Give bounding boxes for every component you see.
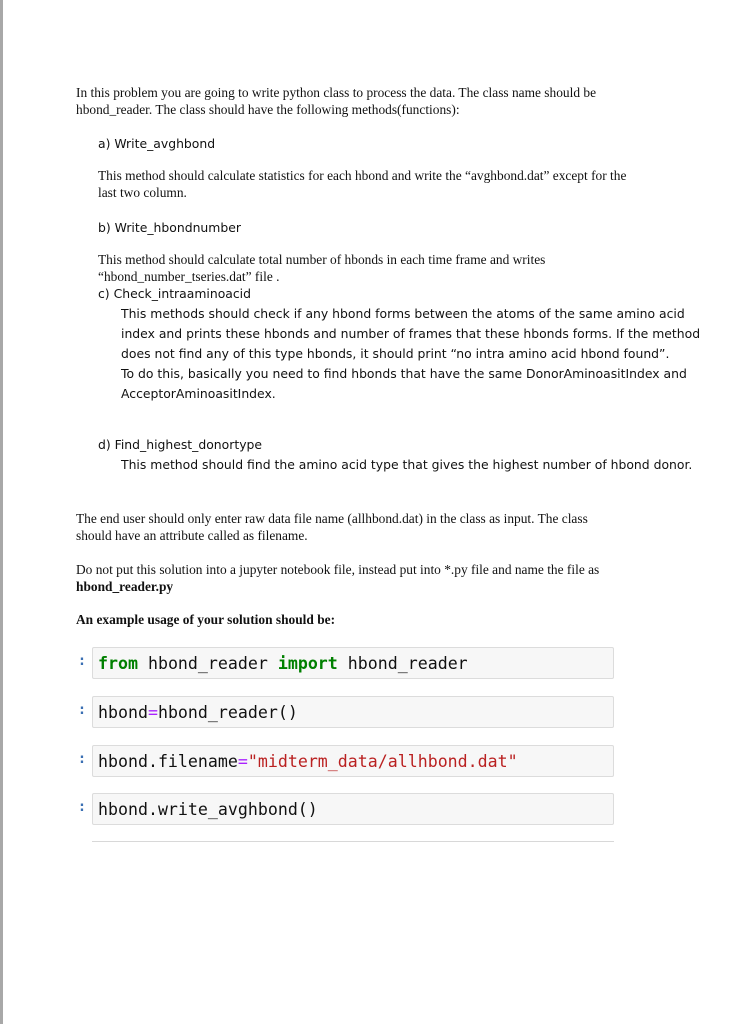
code-text: hbond.filename bbox=[98, 752, 238, 771]
code-input[interactable] bbox=[92, 745, 614, 777]
method-b-description bbox=[98, 251, 698, 285]
method-c-desc-line: AcceptorAminoasitIndex. bbox=[121, 386, 276, 401]
method-c-desc-line: This methods should check if any hbond forms between the atoms of the same amino acid bbox=[121, 306, 685, 321]
method-a-desc-line-2: last two column. bbox=[98, 185, 187, 200]
intro-line-1: In this problem you are going to write python class to process the data. The class name should be bbox=[76, 85, 597, 100]
intro-line-2: hbond_reader. The class should have the following methods(functions): bbox=[76, 102, 460, 117]
code-cell-import[interactable] bbox=[76, 647, 615, 679]
method-b-desc-line-2: “hbond_number_tseries.dat” file . bbox=[98, 269, 280, 284]
keyword-import: import bbox=[277, 654, 338, 673]
enduser-line-2: should have an attribute called as filename. bbox=[76, 528, 308, 543]
assign-operator: = bbox=[237, 752, 248, 771]
method-c-description bbox=[121, 304, 701, 404]
string-literal: "midterm_data/allhbond.dat" bbox=[247, 752, 518, 771]
code-text: hbond_reader bbox=[137, 654, 278, 673]
code-input[interactable] bbox=[92, 696, 614, 728]
method-a-desc-line-1: This method should calculate statistics for each hbond and write the “avghbond.dat” except for the bbox=[98, 168, 627, 183]
code-cell-write-avghbond[interactable] bbox=[76, 793, 615, 825]
method-c-desc-line: To do this, basically you need to find hbonds that have the same DonorAminoasitIndex and bbox=[121, 366, 687, 381]
method-b-title: b) Write_hbondnumber bbox=[98, 220, 241, 235]
enduser-paragraph bbox=[76, 510, 696, 544]
code-text: hbond_reader bbox=[337, 654, 468, 673]
assign-operator: = bbox=[147, 703, 158, 722]
cell-prompt: : bbox=[77, 653, 87, 669]
code-text: hbond_reader() bbox=[157, 703, 298, 722]
code-input[interactable] bbox=[92, 647, 614, 679]
cell-prompt: : bbox=[77, 799, 87, 815]
method-c-title: c) Check_intraaminoacid bbox=[98, 286, 251, 301]
keyword-from: from bbox=[98, 654, 138, 673]
example-heading: An example usage of your solution should be: bbox=[76, 612, 336, 627]
code-cell-filename[interactable] bbox=[76, 745, 615, 777]
method-c-desc-line: index and prints these hbonds and number of frames that these hbonds forms. If the method bbox=[121, 326, 701, 341]
code-text: hbond.write_avghbond() bbox=[98, 800, 318, 819]
method-c-desc-line: does not find any of this type hbonds, it should print “no intra amino acid hbond found”. bbox=[121, 346, 670, 361]
enduser-line-1: The end user should only enter raw data file name (allhbond.dat) in the class as input. The class bbox=[76, 511, 588, 526]
method-d-title: d) Find_highest_donortype bbox=[98, 437, 263, 452]
intro-paragraph bbox=[76, 84, 696, 118]
method-a-description bbox=[98, 167, 698, 201]
code-text: hbond bbox=[98, 703, 148, 722]
code-input[interactable] bbox=[92, 793, 614, 825]
cell-prompt: : bbox=[77, 702, 87, 718]
code-cell-instantiate[interactable] bbox=[76, 696, 615, 728]
cell-divider bbox=[92, 841, 614, 842]
cell-prompt: : bbox=[77, 751, 87, 767]
method-d-description: This method should find the amino acid type that gives the highest number of hbond donor. bbox=[121, 457, 693, 472]
notebook-note-line-1: Do not put this solution into a jupyter notebook file, instead put into *.py file and name the file as bbox=[76, 562, 600, 577]
filename-emphasis: hbond_reader.py bbox=[76, 579, 174, 594]
method-a-title: a) Write_avghbond bbox=[98, 136, 216, 151]
method-b-desc-line-1: This method should calculate total number of hbonds in each time frame and writes bbox=[98, 252, 546, 267]
notebook-note-paragraph bbox=[76, 561, 696, 595]
